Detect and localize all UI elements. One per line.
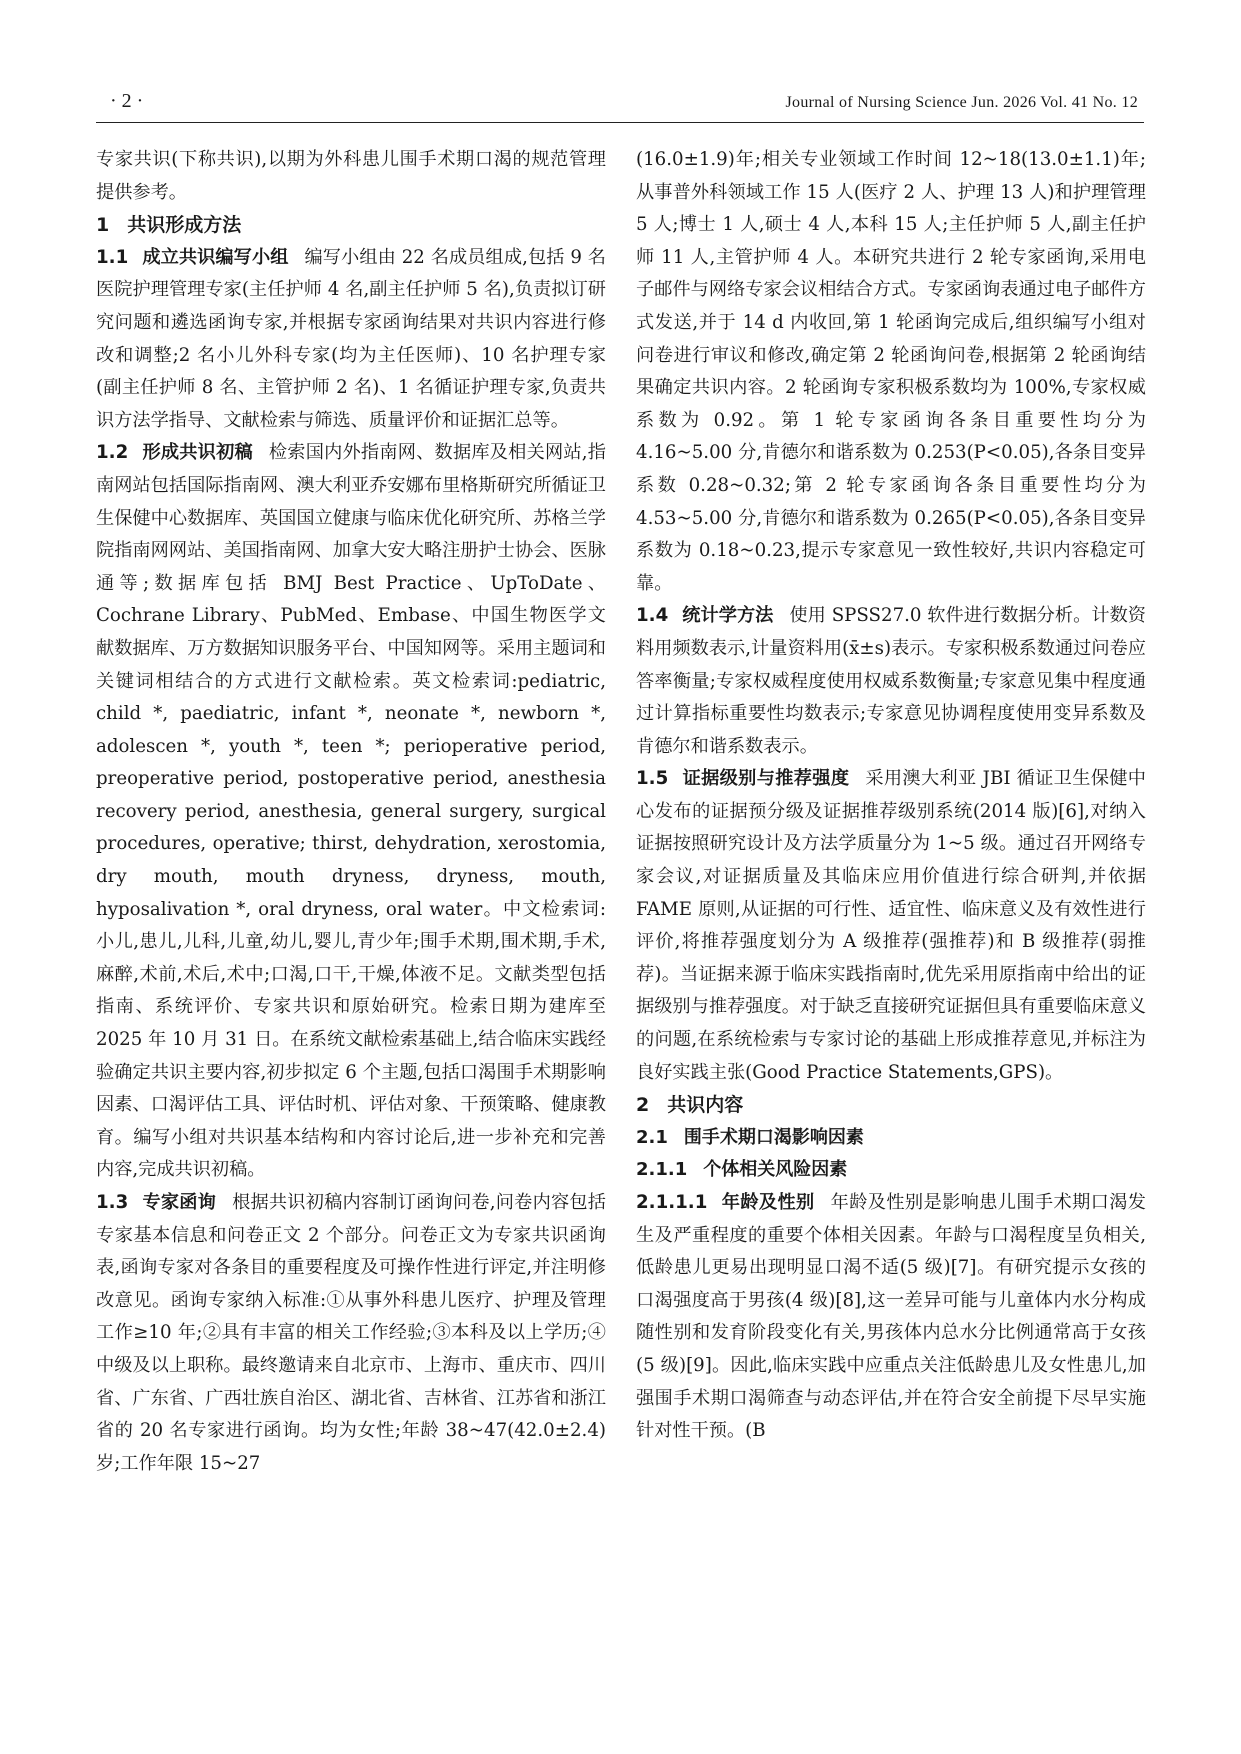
- section-number: 1: [96, 214, 110, 237]
- subsection-number: 2.1.1: [636, 1159, 688, 1181]
- right-column: [636, 144, 1146, 1448]
- subsection-title: 证据级别与推荐强度: [682, 768, 850, 790]
- subsection-title: 专家函询: [142, 1192, 217, 1213]
- running-header: [96, 86, 1144, 123]
- subsection-number: 1.2: [96, 442, 129, 464]
- subsection-heading: [636, 605, 773, 626]
- subsection-heading: [96, 1192, 216, 1213]
- subsection-number: 1.1: [96, 246, 129, 268]
- section-1-4-paragraph: [636, 600, 1146, 763]
- subsection-number: 1.4: [636, 605, 669, 627]
- subsection-number: 1.3: [96, 1192, 129, 1213]
- subsection-heading: [96, 247, 289, 268]
- page-number: · 2 ·: [110, 90, 144, 112]
- section-title: 共识形成方法: [127, 214, 242, 237]
- subsection-number: 2.1.1.1: [636, 1192, 708, 1213]
- section-number: 2: [636, 1094, 650, 1117]
- section-1-5-paragraph: [636, 763, 1146, 1089]
- subsection-number: 1.5: [636, 768, 669, 790]
- section-1-3-continued: (16.0±1.9)年;相关专业领域工作时间 12~18(13.0±1.1)年;从事普外科领域工作 15 人(医疗 2 人、护理 13 人)和护理管理 5 人;博士 1 人,硕士 4 人,本科 15 人;主任护师 5 人,副主任护师 11 人,主管护师 4 人。本研究共进行 2 轮专家函询,采用电子邮件与网络专家会议相结合方式。专家函询表通过电子邮件方式发送,并于 14 d 内收回,第 1 轮函询完成后,组织编写小组对问卷进行审议和修改,确定第 2 轮函询问卷,根据第 2 轮函询结果确定共识内容。2 轮函询专家积极系数均为 100%,专家权威系数为 0.92。第 1 轮专家函询各条目重要性均分为 4.16~5.00 分,肯德尔和谐系数为 0.253(P<0.05),各条目变异系数 0.28~0.32;第 2 轮专家函询各条目重要性均分为 4.53~5.00 分,肯德尔和谐系数为 0.265(P<0.05),各条目变异系数为 0.18~0.23,提示专家意见一致性较好,共识内容稳定可靠。: [636, 149, 1146, 594]
- paragraph-text: 检索国内外指南网、数据库及相关网站,指南网站包括国际指南网、澳大利亚乔安娜布里格斯研究所循证卫生保健中心数据库、英国国立健康与临床优化研究所、苏格兰学院指南网网站、美国指南网、加拿大安大略注册护士协会、医脉通等;数据库包括 BMJ Best Practice、UpToDate、Cochrane Library、PubMed、Embase、中国生物医学文献数据库、万方数据知识服务平台、中国知网等。采用主题词和关键词相结合的方式进行文献检索。英文检索词:pediatric, child *, paediatric, infant *, neonate *, newborn *, adolescen *, youth *, teen *; perioperative period, preoperative period, postoperative period, anesthesia recovery period, anesthesia, general surgery, surgical procedures, operative; thirst, dehydration, xerostomia, dry mouth, mouth dryness, dryness, mouth, hyposalivation *, oral dryness, oral water。中文检索词:小儿,患儿,儿科,儿童,幼儿,婴儿,青少年;围手术期,围术期,手术,麻醉,术前,术后,术中;口渴,口干,干燥,体液不足。文献类型包括指南、系统评价、专家共识和原始研究。检索日期为建库至 2025 年 10 月 31 日。在系统文献检索基础上,结合临床实践经验确定共识主要内容,初步拟定 6 个主题,包括口渴围手术期影响因素、口渴评估工具、评估时机、评估对象、干预策略、健康教育。编写小组对共识基本结构和内容讨论后,进一步补充和完善内容,完成共识初稿。: [96, 442, 606, 1181]
- subsection-title: 个体相关风险因素: [703, 1159, 848, 1181]
- section-2-1-1-1-paragraph: [636, 1187, 1146, 1448]
- subsection-title: 形成共识初稿: [142, 442, 253, 464]
- section-title: 共识内容: [667, 1094, 744, 1117]
- paragraph-text: 使用 SPSS27.0 软件进行数据分析。计数资料用频数表示,计量资料用(x̄±s)表示。专家积极系数通过问卷应答率衡量;专家权威程度使用权威系数衡量;专家意见集中程度通过计算指标重要性均数表示;专家意见协调程度使用变异系数及肯德尔和谐系数表示。: [636, 605, 1146, 757]
- paragraph-text: 编写小组由 22 名成员组成,包括 9 名医院护理管理专家(主任护师 4 名,副主任护师 5 名),负责拟订研究问题和遴选函询专家,并根据专家函询结果对共识内容进行修改和调整;2 名小儿外科专家(均为主任医师)、10 名护理专家(副主任护师 8 名、主管护师 2 名)、1 名循证护理专家,负责共识方法学指导、文献检索与筛选、质量评价和证据汇总等。: [96, 246, 606, 431]
- subsection-title: 围手术期口渴影响因素: [683, 1126, 864, 1148]
- section-1-heading: [96, 209, 606, 242]
- section-2-heading: [636, 1089, 1146, 1122]
- section-1-2-paragraph: [96, 437, 606, 1187]
- subsection-title: 年龄及性别: [721, 1192, 815, 1213]
- subsection-title: 统计学方法: [682, 605, 774, 627]
- subsection-heading: [636, 1192, 815, 1213]
- left-column: [96, 144, 606, 1480]
- intro-paragraph-end: 专家共识(下称共识),以期为外科患儿围手术期口渴的规范管理提供参考。: [96, 149, 606, 203]
- subsection-heading: [96, 442, 253, 463]
- section-1-1-paragraph: [96, 242, 606, 438]
- subsection-number: 2.1: [636, 1126, 668, 1148]
- subsection-title: 成立共识编写小组: [142, 246, 289, 268]
- section-2-1-1-heading: [636, 1154, 1146, 1187]
- paragraph-text: 采用澳大利亚 JBI 循证卫生保健中心发布的证据预分级及证据推荐级别系统(2014 版)[6],对纳入证据按照研究设计及方法学质量分为 1~5 级。通过召开网络专家会议,对证据质量及其临床应用价值进行综合研判,并依据 FAME 原则,从证据的可行性、适宜性、临床意义及有效性进行评价,将推荐强度划分为 A 级推荐(强推荐)和 B 级推荐(弱推荐)。当证据来源于临床实践指南时,优先采用原指南中给出的证据级别与推荐强度。对于缺乏直接研究证据但具有重要临床意义的问题,在系统检索与专家讨论的基础上形成推荐意见,并标注为良好实践主张(Good Practice Statements,GPS)。: [636, 768, 1146, 1083]
- journal-info: Journal of Nursing Science Jun. 2026 Vol. 41 No. 12: [785, 94, 1138, 111]
- paragraph-text: 年龄及性别是影响患儿围手术期口渴发生及严重程度的重要个体相关因素。年龄与口渴程度呈负相关,低龄患儿更易出现明显口渴不适(5 级)[7]。有研究提示女孩的口渴强度高于男孩(4 级)[8],这一差异可能与儿童体内水分构成随性别和发育阶段变化有关,男孩体内总水分比例通常高于女孩(5 级)[9]。因此,临床实践中应重点关注低龄患儿及女性患儿,加强围手术期口渴筛查与动态评估,并在符合安全前提下尽早实施针对性干预。(B: [636, 1192, 1146, 1442]
- paragraph-text: 根据共识初稿内容制订函询问卷,问卷内容包括专家基本信息和问卷正文 2 个部分。问卷正文为专家共识函询表,函询专家对各条目的重要程度及可操作性进行评定,并注明修改意见。函询专家纳入标准:①从事外科患儿医疗、护理及管理工作≥10 年;②具有丰富的相关工作经验;③本科及以上学历;④中级及以上职称。最终邀请来自北京市、上海市、重庆市、四川省、广东省、广西壮族自治区、湖北省、吉林省、江苏省和浙江省的 20 名专家进行函询。均为女性;年龄 38~47(42.0±2.4)岁;工作年限 15~27: [96, 1192, 606, 1474]
- subsection-heading: [636, 768, 849, 789]
- section-1-3-paragraph: [96, 1187, 606, 1480]
- section-2-1-heading: [636, 1122, 1146, 1155]
